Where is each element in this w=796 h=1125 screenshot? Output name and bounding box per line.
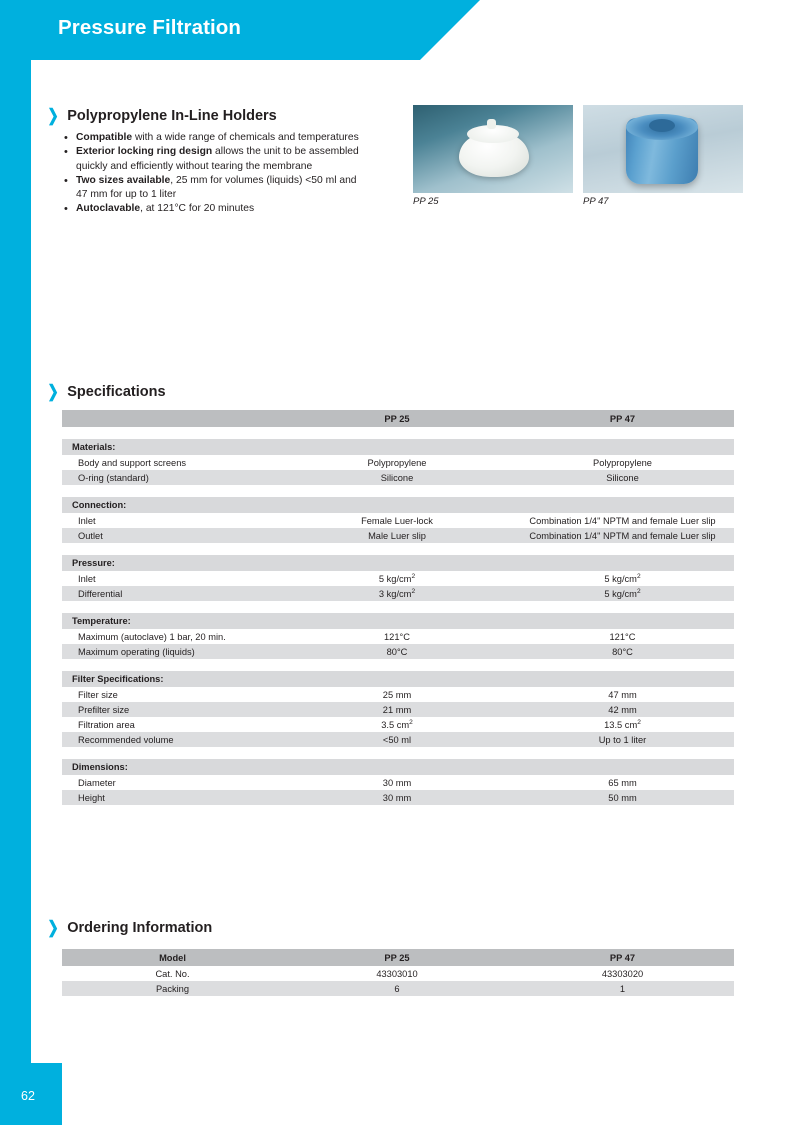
bullet-dot-icon: • <box>64 146 68 159</box>
pp47-photo-caption: PP 47 <box>583 196 609 207</box>
table-row-label: Inlet <box>62 571 283 586</box>
table-row <box>62 513 734 528</box>
table-section-row <box>62 613 734 629</box>
page-title: Pressure Filtration <box>58 16 242 39</box>
pp47-hub-shape <box>649 119 675 132</box>
table-spacer-cell <box>62 601 734 613</box>
table-cell-pp47: 65 mm <box>511 775 734 790</box>
table-cell-pp25: 6 <box>283 981 511 996</box>
table-section-title: Dimensions: <box>62 759 734 775</box>
feature-bullet-item <box>64 145 364 174</box>
feature-bullet-emphasis: Exterior locking ring design <box>76 146 213 158</box>
feature-bullet-rest: with a wide range of chemicals and temperatures <box>132 132 359 143</box>
table-spacer-cell <box>62 747 734 759</box>
table-row <box>62 702 734 717</box>
table-cell-pp25: 3.5 $cm^2$ <box>283 717 511 732</box>
table-spacer-row <box>62 485 734 497</box>
table-row <box>62 790 734 805</box>
table-spacer-row <box>62 747 734 759</box>
table-section-title: Connection: <box>62 497 734 513</box>
table-cell-pp47: 43303020 <box>511 966 734 981</box>
column-header-pp25: PP 25 <box>283 410 511 427</box>
table-row <box>62 528 734 543</box>
table-cell-pp47: 42 mm <box>511 702 734 717</box>
table-cell-pp47: Polypropylene <box>511 455 734 470</box>
page-number: 62 <box>21 1089 35 1103</box>
table-section-title: Filter Specifications: <box>62 671 734 687</box>
feature-bullet-item <box>64 202 364 216</box>
table-spacer-row <box>62 427 734 439</box>
table-row <box>62 571 734 586</box>
chevron-right-icon: ❯ <box>47 382 59 401</box>
pp25-port-shape <box>487 119 496 129</box>
table-row-label: Maximum operating (liquids) <box>62 644 283 659</box>
table-cell-pp25: 3 $kg/cm^2$ <box>283 586 511 601</box>
chevron-right-icon: ❯ <box>47 918 59 937</box>
feature-bullet-rest: allows the unit to be assembled quickly and efficiently without tearing the membrane <box>76 146 359 172</box>
table-spacer-cell <box>62 427 734 439</box>
table-cell-pp47: 47 mm <box>511 687 734 702</box>
feature-bullet-text <box>76 174 364 203</box>
table-cell-pp25: 25 mm <box>283 687 511 702</box>
table-row-label: Prefilter size <box>62 702 283 717</box>
feature-bullet-list <box>64 131 364 217</box>
pp47-product-photo <box>583 105 743 193</box>
table-cell-pp25: 21 mm <box>283 702 511 717</box>
column-header-pp47: PP 47 <box>511 410 734 427</box>
table-cell-pp47: 1 <box>511 981 734 996</box>
table-cell-pp25: 80°C <box>283 644 511 659</box>
table-cell-pp25: Polypropylene <box>283 455 511 470</box>
table-cell-pp25: 30 mm <box>283 775 511 790</box>
table-row-label: Packing <box>62 981 283 996</box>
table-row-label: Cat. No. <box>62 966 283 981</box>
ordering-heading-label: Ordering Information <box>67 919 213 936</box>
table-row-label: Filtration area <box>62 717 283 732</box>
table-row <box>62 629 734 644</box>
table-section-title: Pressure: <box>62 555 734 571</box>
table-row <box>62 687 734 702</box>
feature-bullet-text <box>76 145 364 174</box>
table-row <box>62 470 734 485</box>
feature-bullet-emphasis: Autoclavable <box>76 203 141 215</box>
column-header-model: Model <box>62 949 283 966</box>
table-row <box>62 717 734 732</box>
table-row-label: Maximum (autoclave) 1 bar, 20 min. <box>62 629 283 644</box>
chevron-right-icon: ❯ <box>47 106 59 125</box>
table-row-label: Diameter <box>62 775 283 790</box>
table-section-row <box>62 497 734 513</box>
table-cell-pp47: 121°C <box>511 629 734 644</box>
column-header-pp25: PP 25 <box>283 949 511 966</box>
product-heading-label: Polypropylene In-Line Holders <box>67 107 277 124</box>
table-cell-pp25: <50 ml <box>283 732 511 747</box>
product-section-heading <box>46 107 277 124</box>
ordering-header-row <box>62 949 734 966</box>
bullet-dot-icon: • <box>64 203 68 216</box>
table-row-label: Differential <box>62 586 283 601</box>
table-section-row <box>62 439 734 455</box>
table-row-label: Recommended volume <box>62 732 283 747</box>
table-row-label: Inlet <box>62 513 283 528</box>
table-row <box>62 966 734 981</box>
table-row-label: O-ring (standard) <box>62 470 283 485</box>
table-section-title: Temperature: <box>62 613 734 629</box>
specifications-heading-label: Specifications <box>67 383 166 400</box>
feature-bullet-item <box>64 174 364 203</box>
bullet-dot-icon: • <box>64 132 68 144</box>
table-row <box>62 981 734 996</box>
table-cell-pp47: Combination 1/4" NPTM and female Luer slip <box>511 528 734 543</box>
table-cell-pp25: 30 mm <box>283 790 511 805</box>
table-cell-pp47: 50 mm <box>511 790 734 805</box>
table-section-row <box>62 555 734 571</box>
table-header-row <box>62 410 734 427</box>
table-row-label: Height <box>62 790 283 805</box>
specifications-table <box>62 410 734 805</box>
table-row <box>62 775 734 790</box>
table-cell-pp47: Up to 1 liter <box>511 732 734 747</box>
feature-bullet-item <box>64 131 364 145</box>
feature-bullet-emphasis: Compatible <box>76 132 133 143</box>
column-header-blank <box>62 410 283 427</box>
table-row-label: Filter size <box>62 687 283 702</box>
table-row <box>62 644 734 659</box>
table-cell-pp47: 5 $kg/cm^2$ <box>511 571 734 586</box>
table-spacer-cell <box>62 485 734 497</box>
table-cell-pp47: Combination 1/4" NPTM and female Luer slip <box>511 513 734 528</box>
ordering-section-heading <box>46 919 212 936</box>
feature-bullet-rest: , 25 mm for volumes (liquids) <50 ml and 47 mm for up to 1 liter <box>76 174 357 201</box>
table-cell-pp25: 5 $kg/cm^2$ <box>283 571 511 586</box>
table-row-label: Outlet <box>62 528 283 543</box>
column-header-pp47: PP 47 <box>511 949 734 966</box>
table-spacer-cell <box>62 543 734 555</box>
pp25-photo-caption: PP 25 <box>413 196 439 207</box>
table-cell-pp47: 80°C <box>511 644 734 659</box>
table-spacer-cell <box>62 659 734 671</box>
feature-bullet-rest: , at 121°C for 20 minutes <box>140 203 255 215</box>
table-cell-pp47: 13.5 $cm^2$ <box>511 717 734 732</box>
table-spacer-row <box>62 543 734 555</box>
pp25-product-photo <box>413 105 573 193</box>
table-section-title: Materials: <box>62 439 734 455</box>
bullet-dot-icon: • <box>64 174 68 187</box>
table-row-label: Body and support screens <box>62 455 283 470</box>
table-spacer-row <box>62 659 734 671</box>
table-row <box>62 586 734 601</box>
feature-bullet-emphasis: Two sizes available <box>76 174 171 186</box>
specifications-section-heading <box>46 383 166 400</box>
table-spacer-row <box>62 601 734 613</box>
ordering-table <box>62 949 734 996</box>
table-cell-pp25: Silicone <box>283 470 511 485</box>
table-section-row <box>62 759 734 775</box>
table-cell-pp25: Female Luer-lock <box>283 513 511 528</box>
feature-bullet-text <box>76 202 364 216</box>
table-cell-pp25: Male Luer slip <box>283 528 511 543</box>
table-cell-pp47: Silicone <box>511 470 734 485</box>
table-row <box>62 732 734 747</box>
table-cell-pp25: 43303010 <box>283 966 511 981</box>
table-cell-pp47: 5 $kg/cm^2$ <box>511 586 734 601</box>
table-cell-pp25: 121°C <box>283 629 511 644</box>
feature-bullet-text <box>76 131 364 145</box>
table-section-row <box>62 671 734 687</box>
table-row <box>62 455 734 470</box>
